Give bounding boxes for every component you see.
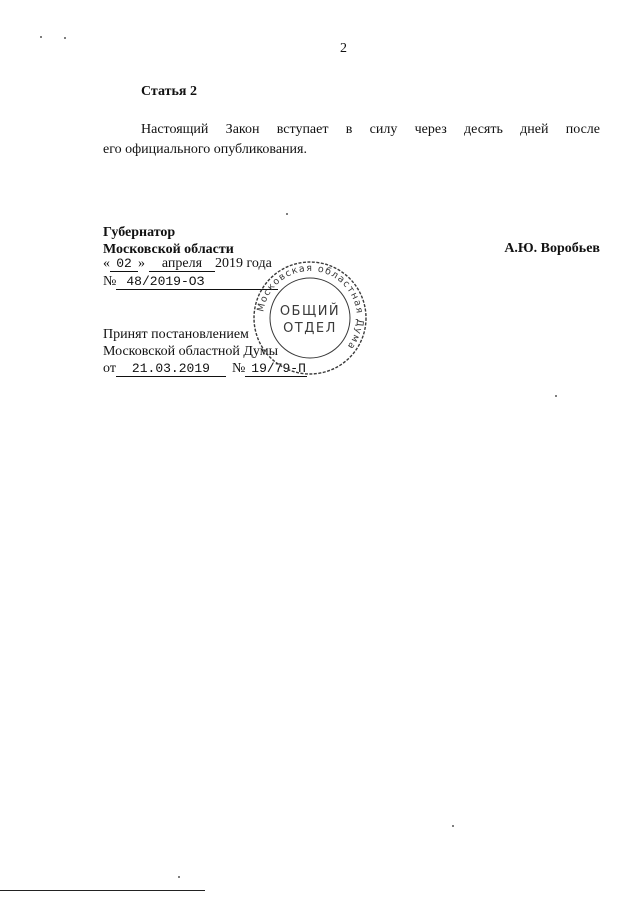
signing-day: 02 (110, 257, 138, 272)
from-prefix: от (103, 361, 116, 376)
governor-title-line-1: Губернатор (103, 225, 176, 240)
adoption-line-1: Принят постановлением (103, 327, 249, 342)
official-stamp (252, 260, 368, 376)
number-sign: № (103, 274, 117, 289)
adoption-date: 21.03.2019 (116, 362, 226, 377)
article-heading: Статья 2 (141, 84, 197, 99)
adoption-number-sign: № (231, 361, 246, 376)
stamp-center-line-2: ОТДЕЛ (283, 321, 337, 336)
page-number: 2 (340, 41, 347, 56)
quote-open: « (103, 256, 110, 271)
governor-title-line-2: Московской области (103, 242, 234, 257)
governor-name: А.Ю. Воробьев (504, 241, 600, 256)
adoption-number: 19/79-П (245, 362, 307, 377)
scan-speck (286, 213, 288, 215)
law-number: 48/2019-ОЗ (116, 275, 278, 290)
article-paragraph (103, 120, 600, 160)
adoption-line-2: Московской областной Думы (103, 344, 278, 359)
article-line-1: Настоящий Закон вступает в силу через десять дней после (141, 122, 600, 137)
scan-speck (555, 395, 557, 397)
footer-rule (0, 890, 205, 891)
stamp-center-line-1: ОБЩИЙ (279, 304, 341, 319)
scan-speck (452, 825, 454, 827)
signing-date-line (103, 256, 272, 272)
quote-close: » (138, 256, 145, 271)
scan-speck (178, 876, 180, 878)
signing-month: апреля (149, 257, 215, 272)
scan-speck (64, 37, 66, 39)
stamp-ring-text: Московская областная Дума (255, 262, 366, 352)
scan-speck (40, 36, 42, 38)
signing-year: 2019 года (215, 256, 272, 271)
article-line-2: его официального опубликования. (103, 142, 307, 157)
governor-title (103, 224, 234, 258)
